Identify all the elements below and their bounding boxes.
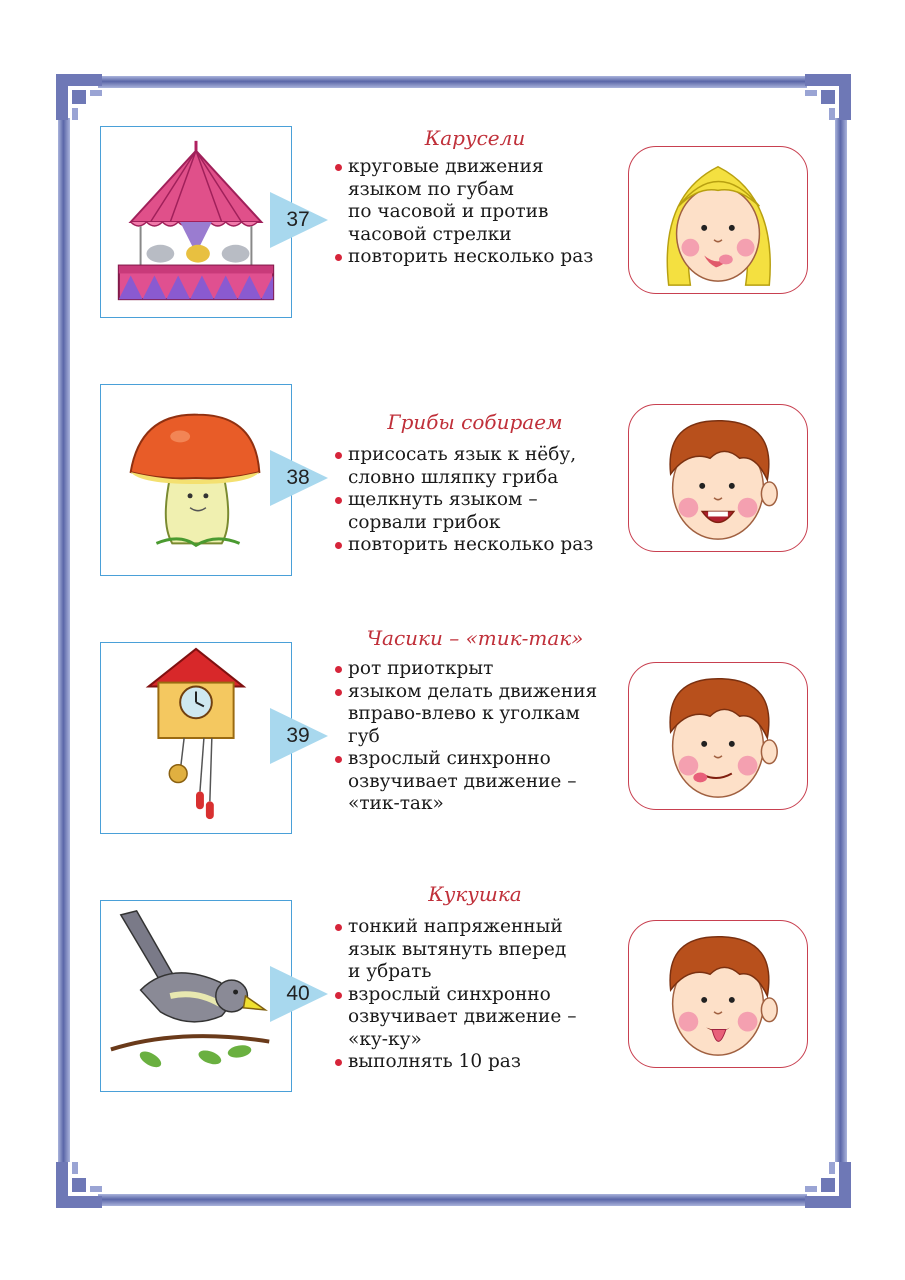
exercise-title: Часики – «тик-так» bbox=[366, 626, 584, 650]
exercise-title: Грибы собираем bbox=[387, 410, 563, 434]
exercise-title: Кукушка bbox=[428, 882, 522, 906]
exercise-card bbox=[0, 384, 905, 584]
cuckoo-clock-icon bbox=[101, 643, 291, 833]
exercise-steps bbox=[333, 658, 623, 816]
face-picture bbox=[628, 146, 808, 294]
list-item: тонкий напряженный язык вытянуть вперед и убрать bbox=[333, 916, 623, 984]
boy-face-icon bbox=[629, 921, 807, 1067]
bird-icon bbox=[101, 901, 291, 1091]
list-item: присосать язык к нёбу, словно шляпку гриба bbox=[333, 444, 623, 489]
carousel-icon bbox=[101, 127, 291, 317]
mushroom-icon bbox=[101, 385, 291, 575]
list-item: рот приоткрыт bbox=[333, 658, 623, 681]
exercise-picture bbox=[100, 384, 292, 576]
frame-bottom-bar bbox=[98, 1194, 807, 1206]
list-item: щелкнуть языком – сорвали грибок bbox=[333, 489, 623, 534]
frame-corner-ornament-icon bbox=[805, 1162, 851, 1208]
exercise-number: 39 bbox=[286, 724, 310, 747]
list-item: повторить несколько раз bbox=[333, 246, 623, 269]
exercise-picture bbox=[100, 126, 292, 318]
face-picture bbox=[628, 662, 808, 810]
exercise-card bbox=[0, 882, 905, 1100]
exercise-steps bbox=[333, 156, 623, 269]
list-item: выполнять 10 раз bbox=[333, 1051, 623, 1074]
frame-corner-ornament-icon bbox=[56, 74, 102, 120]
exercise-steps bbox=[333, 444, 623, 557]
face-picture bbox=[628, 404, 808, 552]
girl-face-icon bbox=[629, 147, 807, 293]
exercise-steps bbox=[333, 916, 623, 1074]
list-item: языком делать движения вправо-влево к уголкам губ bbox=[333, 681, 623, 749]
exercise-card bbox=[0, 126, 905, 326]
boy-face-icon bbox=[629, 405, 807, 551]
exercise-picture bbox=[100, 642, 292, 834]
boy-face-icon bbox=[629, 663, 807, 809]
exercise-card bbox=[0, 626, 905, 842]
list-item: повторить несколько раз bbox=[333, 534, 623, 557]
exercise-title: Карусели bbox=[424, 126, 526, 150]
exercise-picture bbox=[100, 900, 292, 1092]
exercise-number: 40 bbox=[286, 982, 310, 1005]
exercise-number: 38 bbox=[286, 466, 310, 489]
frame-corner-ornament-icon bbox=[805, 74, 851, 120]
frame-top-bar bbox=[98, 76, 807, 88]
list-item: взрослый синхронно озвучивает движение – «тик-так» bbox=[333, 748, 623, 816]
face-picture bbox=[628, 920, 808, 1068]
list-item: взрослый синхронно озвучивает движение – «ку-ку» bbox=[333, 984, 623, 1052]
frame-corner-ornament-icon bbox=[56, 1162, 102, 1208]
list-item: круговые движения языком по губам по часовой и против часовой стрелки bbox=[333, 156, 623, 246]
exercise-number: 37 bbox=[286, 208, 310, 231]
